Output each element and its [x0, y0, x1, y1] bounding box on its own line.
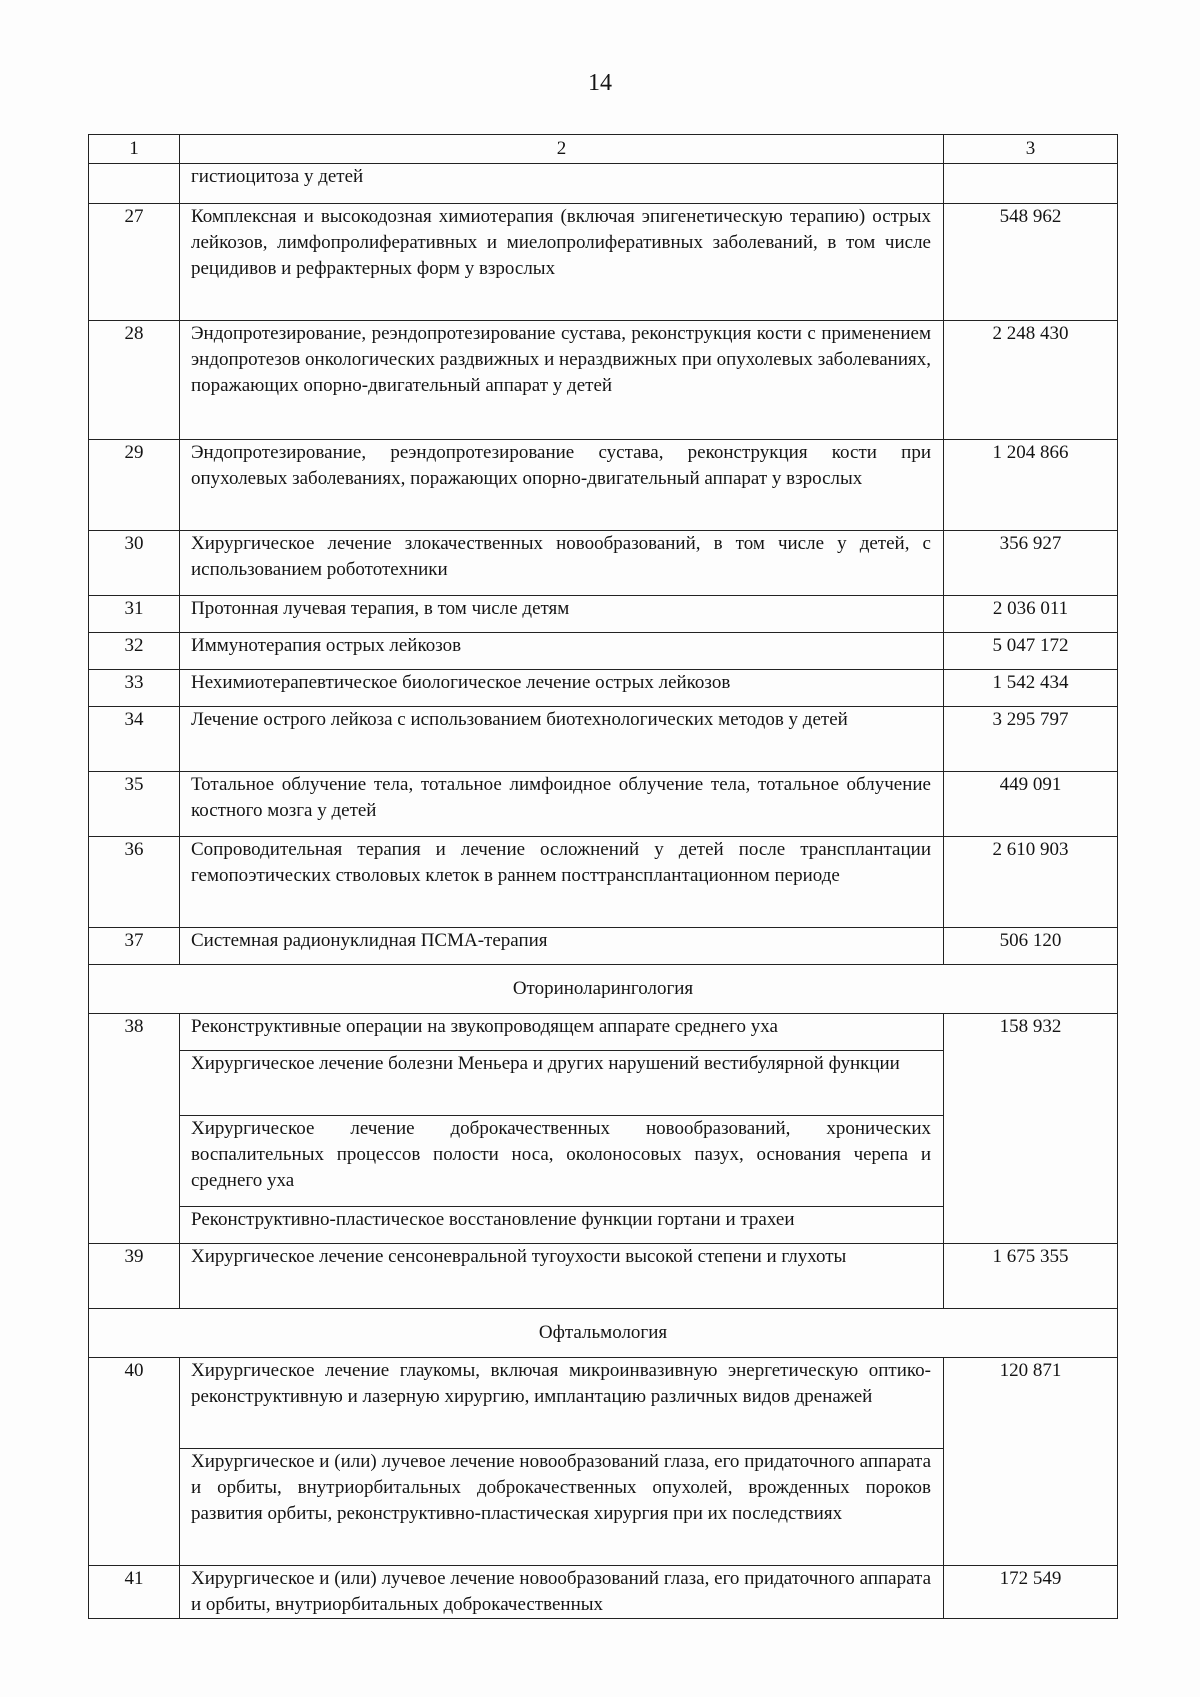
table-row: [89, 1566, 1118, 1619]
row-text: Хирургическое лечение болезни Меньера и других нарушений вестибулярной функции: [180, 1051, 944, 1116]
section-title-otorhinolaryngology: Оториноларингология: [89, 965, 1118, 1014]
row-value: 172 549: [944, 1566, 1118, 1619]
table-row: [89, 1358, 1118, 1449]
table-row: [89, 531, 1118, 596]
table-subrow: [89, 1116, 1118, 1207]
row-text: Протонная лучевая терапия, в том числе детям: [180, 596, 944, 633]
table-subrow: [89, 1051, 1118, 1116]
table-row: [89, 928, 1118, 965]
row-number: 27: [89, 204, 180, 321]
row-text: Сопроводительная терапия и лечение осложнений у детей после трансплантации гемопоэтических стволовых клеток в раннем посттрансплантационном периоде: [180, 837, 944, 928]
row-text: Реконструктивные операции на звукопроводящем аппарате среднего уха: [180, 1014, 944, 1051]
services-table: [88, 134, 1118, 1619]
row-text: Хирургическое лечение доброкачественных новообразований, хронических воспалительных процессов полости носа, околоносовых пазух, основания черепа и среднего уха: [180, 1116, 944, 1207]
table-row: [89, 321, 1118, 440]
row-text: Реконструктивно-пластическое восстановление функции гортани и трахеи: [180, 1207, 944, 1244]
header-row: [89, 135, 1118, 164]
continuation-text: гистиоцитоза у детей: [180, 164, 944, 204]
row-text: Эндопротезирование, реэндопротезирование сустава, реконструкция кости при опухолевых заболеваниях, поражающих опорно-двигательный аппарат у взрослых: [180, 440, 944, 531]
continuation-value: [944, 164, 1118, 204]
row-text: Хирургическое и (или) лучевое лечение новообразований глаза, его придаточного аппарата и орбиты, внутриорбитальных доброкачественных опухолей, врожденных пороков развития орбиты, реконструктивно-пластическая хирургия при их последствиях: [180, 1449, 944, 1566]
row-value: 2 036 011: [944, 596, 1118, 633]
row-text: Хирургическое и (или) лучевое лечение новообразований глаза, его придаточного аппарата и орбиты, внутриорбитальных доброкачественных: [180, 1566, 944, 1619]
section-title-ophthalmology: Офтальмология: [89, 1309, 1118, 1358]
row-text: Хирургическое лечение глаукомы, включая микроинвазивную энергетическую оптико-реконструктивную и лазерную хирургию, имплантацию различных видов дренажей: [180, 1358, 944, 1449]
row-value: 1 204 866: [944, 440, 1118, 531]
row-value: 449 091: [944, 772, 1118, 837]
row-text: Системная радионуклидная ПСМА-терапия: [180, 928, 944, 965]
row-number: 32: [89, 633, 180, 670]
row-value: 1 675 355: [944, 1244, 1118, 1309]
header-col-2: 2: [180, 135, 944, 164]
row-number: 34: [89, 707, 180, 772]
row-value: 356 927: [944, 531, 1118, 596]
row-text: Хирургическое лечение сенсоневральной тугоухости высокой степени и глухоты: [180, 1244, 944, 1309]
table-row: [89, 670, 1118, 707]
row-text: Хирургическое лечение злокачественных новообразований, в том числе у детей, с использованием робототехники: [180, 531, 944, 596]
page-number: 14: [588, 70, 612, 96]
row-value: 2 610 903: [944, 837, 1118, 928]
row-text: Комплексная и высокодозная химиотерапия (включая эпигенетическую терапию) острых лейкозов, лимфопролиферативных и миелопролиферативных заболеваний, в том числе рецидивов и рефрактерных форм у взрослых: [180, 204, 944, 321]
row-value-empty: [944, 1449, 1118, 1566]
row-text: Нехимиотерапевтическое биологическое лечение острых лейкозов: [180, 670, 944, 707]
row-value: 3 295 797: [944, 707, 1118, 772]
row-value: 1 542 434: [944, 670, 1118, 707]
row-value: 120 871: [944, 1358, 1118, 1449]
section-row: [89, 1309, 1118, 1358]
row-number: 31: [89, 596, 180, 633]
row-number: 36: [89, 837, 180, 928]
table-row: [89, 772, 1118, 837]
row-text: Лечение острого лейкоза с использованием биотехнологических методов у детей: [180, 707, 944, 772]
row-value: 2 248 430: [944, 321, 1118, 440]
header-col-1: 1: [89, 135, 180, 164]
row-value: 5 047 172: [944, 633, 1118, 670]
table-row: [89, 440, 1118, 531]
row-value-empty: [944, 1207, 1118, 1244]
continuation-num: [89, 164, 180, 204]
row-number: 41: [89, 1566, 180, 1619]
row-number: 38: [89, 1014, 180, 1244]
row-number: 33: [89, 670, 180, 707]
table-row: [89, 204, 1118, 321]
continuation-row: [89, 164, 1118, 204]
table-row: [89, 837, 1118, 928]
table-row: [89, 1244, 1118, 1309]
table-row: [89, 1014, 1118, 1051]
row-value: 506 120: [944, 928, 1118, 965]
header-col-3: 3: [944, 135, 1118, 164]
section-row: [89, 965, 1118, 1014]
row-number: 28: [89, 321, 180, 440]
row-number: 30: [89, 531, 180, 596]
row-value: 548 962: [944, 204, 1118, 321]
row-number: 39: [89, 1244, 180, 1309]
row-number: 40: [89, 1358, 180, 1566]
table-subrow: [89, 1207, 1118, 1244]
row-text: Эндопротезирование, реэндопротезирование сустава, реконструкция кости с применением эндопротезов онкологических раздвижных и нераздвижных при опухолевых заболеваниях, поражающих опорно-двигательный аппарат у детей: [180, 321, 944, 440]
table-row: [89, 596, 1118, 633]
table-row: [89, 707, 1118, 772]
row-text: Тотальное облучение тела, тотальное лимфоидное облучение тела, тотальное облучение костного мозга у детей: [180, 772, 944, 837]
table-subrow: [89, 1449, 1118, 1566]
row-number: 29: [89, 440, 180, 531]
row-value-empty: [944, 1116, 1118, 1207]
row-number: 37: [89, 928, 180, 965]
row-value: 158 932: [944, 1014, 1118, 1051]
row-number: 35: [89, 772, 180, 837]
table-row: [89, 633, 1118, 670]
row-value-empty: [944, 1051, 1118, 1116]
row-text: Иммунотерапия острых лейкозов: [180, 633, 944, 670]
